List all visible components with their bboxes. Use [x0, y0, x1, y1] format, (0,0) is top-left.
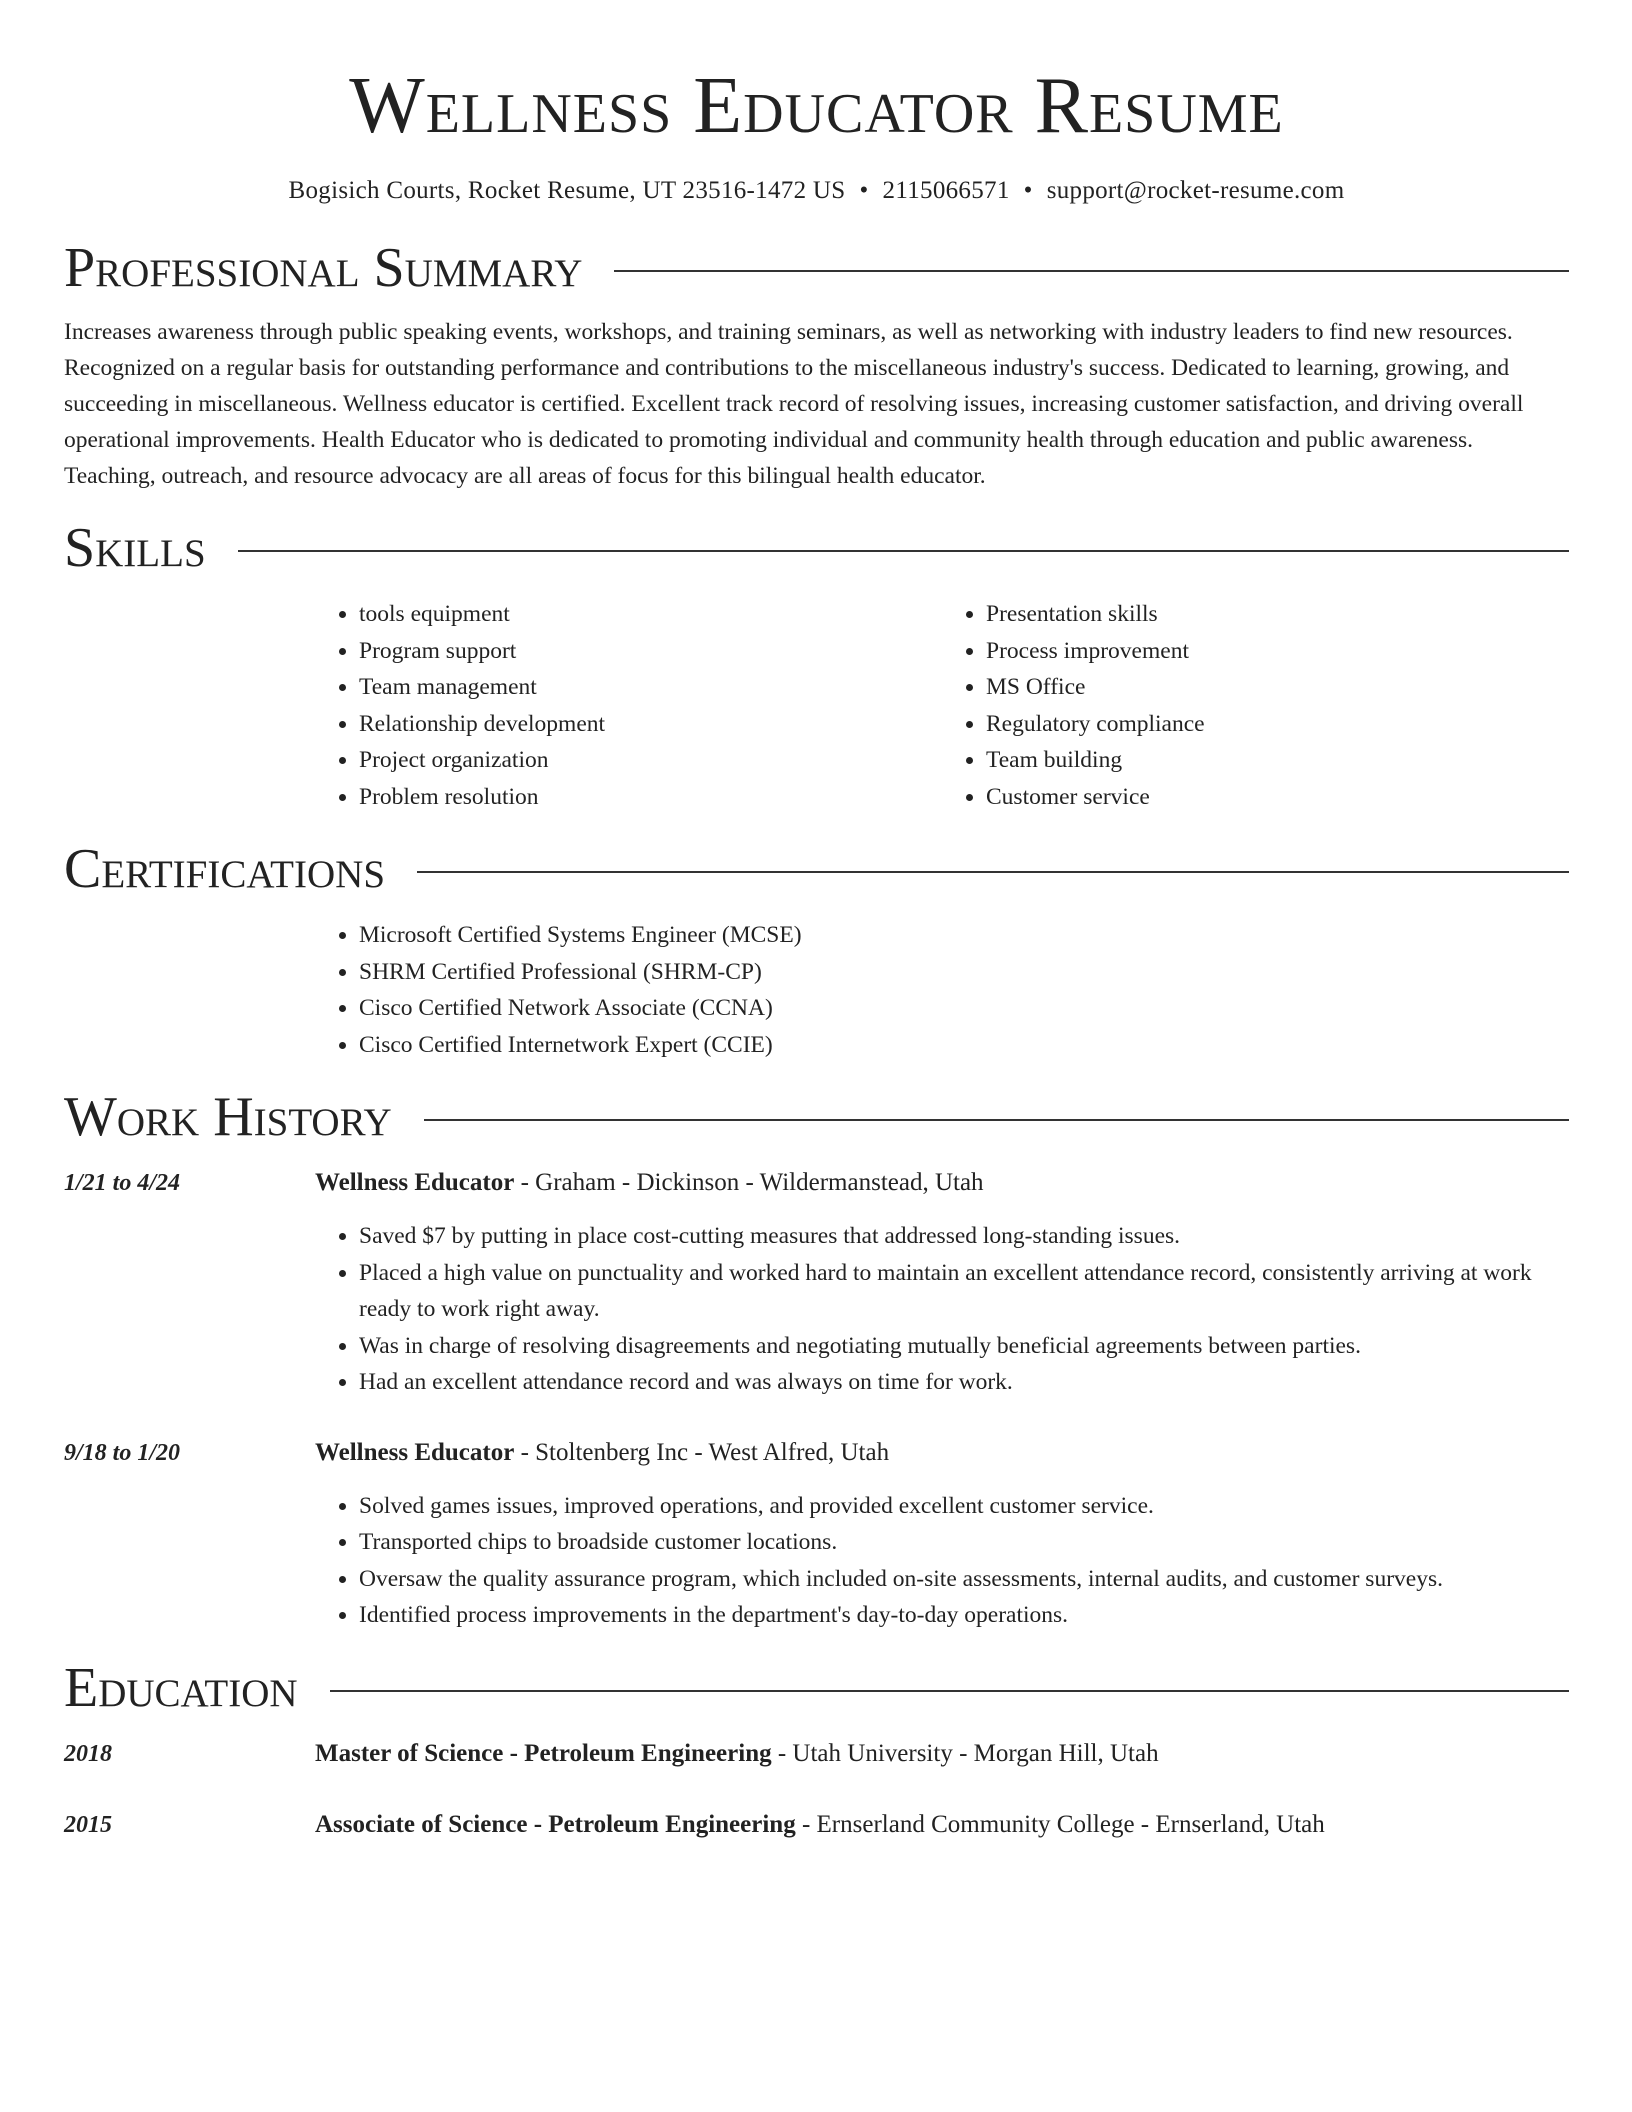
contact-line — [64, 174, 1569, 208]
contact-separator: • — [859, 177, 869, 204]
section-divider — [238, 550, 1569, 552]
section-divider — [417, 871, 1569, 873]
skill-item: • Process improvement — [986, 633, 1569, 670]
job-bullet: • Solved games issues, improved operations, and provided excellent customer service. — [359, 1488, 1569, 1525]
certification-item: • Cisco Certified Network Associate (CCNA) — [359, 990, 1569, 1027]
job-bullet: • Had an excellent attendance record and was always on time for work. — [359, 1364, 1569, 1401]
summary-text: Increases awareness through public speaking events, workshops, and training seminars, as well as networking with industry leaders to find new resources. Recognized on a regular basis for outstanding performance and contributions to the miscellaneous industry's success. Dedicated to learning, growing, and succeeding in miscellaneous. Wellness educator is certified. Excellent track record of resolving issues, increasing customer satisfaction, and driving overall operational improvements. Health Educator who is dedicated to promoting individual and community health through education and public awareness. Teaching, outreach, and resource advocacy are all areas of focus for this bilingual health educator. — [64, 319, 1524, 489]
skills-section-header — [64, 516, 1569, 580]
education-degree: Associate of Science - Petroleum Engineering — [315, 1810, 796, 1838]
work-section-header — [64, 1085, 1569, 1149]
job-title-line — [315, 1165, 984, 1201]
job-employer: - Graham - Dickinson - Wildermanstead, Utah — [514, 1169, 984, 1196]
summary-heading: Professional Summary — [64, 237, 583, 299]
job-title: Wellness Educator — [315, 1438, 515, 1466]
job-dates: 1/21 to 4/24 — [64, 1170, 181, 1196]
job-entry — [64, 1435, 1569, 1634]
skill-item: • Program support — [359, 633, 942, 670]
job-entry — [64, 1165, 1569, 1401]
skill-item: • Team management — [359, 669, 942, 706]
contact-address: Bogisich Courts, Rocket Resume, UT 23516-1472 US — [288, 177, 846, 204]
section-divider — [330, 1690, 1569, 1692]
skill-item: • Team building — [986, 742, 1569, 779]
job-header — [64, 1435, 1569, 1471]
job-title: Wellness Educator — [315, 1169, 515, 1196]
education-school: - Ernserland Community College - Ernserland, Utah — [795, 1810, 1325, 1838]
job-bullet: • Saved $7 by putting in place cost-cutting measures that addressed long-standing issues. — [359, 1218, 1569, 1255]
skills-list — [315, 596, 1569, 815]
skills-column-right — [942, 596, 1569, 815]
certifications-heading: Certifications — [64, 838, 386, 900]
education-school: - Utah University - Morgan Hill, Utah — [771, 1739, 1159, 1767]
skill-item: • Problem resolution — [359, 779, 942, 816]
contact-separator: • — [1023, 177, 1033, 204]
certification-item: • Cisco Certified Internetwork Expert (CCIE) — [359, 1027, 1569, 1064]
education-heading: Education — [64, 1656, 298, 1719]
certification-item: • Microsoft Certified Systems Engineer (MCSE) — [359, 917, 1569, 954]
section-divider — [424, 1119, 1569, 1121]
job-title-line — [315, 1435, 889, 1471]
skill-item: • MS Office — [986, 669, 1569, 706]
work-heading: Work History — [64, 1086, 392, 1148]
skill-item: • Customer service — [986, 779, 1569, 816]
job-employer: - Stoltenberg Inc - West Alfred, Utah — [514, 1438, 890, 1466]
job-bullet: • Transported chips to broadside customer locations. — [359, 1524, 1569, 1561]
job-bullet: • Oversaw the quality assurance program, which included on-site assessments, internal audits, and customer surveys. — [359, 1561, 1569, 1598]
certifications-section-header — [64, 837, 1569, 901]
job-bullets — [315, 1218, 1569, 1401]
job-header — [64, 1165, 1569, 1201]
education-entry — [64, 1807, 1569, 1843]
education-line — [315, 1807, 1325, 1843]
summary-section-header — [64, 236, 1569, 300]
skill-item: • Project organization — [359, 742, 942, 779]
contact-email: support@rocket-resume.com — [1046, 177, 1345, 204]
education-year: 2015 — [64, 1811, 112, 1838]
skills-heading: Skills — [64, 517, 206, 579]
education-year: 2018 — [64, 1740, 112, 1767]
certifications-list — [315, 917, 1569, 1063]
education-line — [315, 1736, 1159, 1772]
section-divider — [614, 270, 1569, 272]
skill-item: • tools equipment — [359, 596, 942, 633]
resume-title: Wellness Educator Resume — [349, 62, 1284, 150]
skill-item: • Relationship development — [359, 706, 942, 743]
skill-item: • Presentation skills — [986, 596, 1569, 633]
job-bullet: • Was in charge of resolving disagreements and negotiating mutually beneficial agreements between parties. — [359, 1328, 1569, 1365]
job-bullet: • Identified process improvements in the department's day-to-day operations. — [359, 1597, 1569, 1634]
job-bullets — [315, 1488, 1569, 1634]
contact-phone: 2115066571 — [882, 177, 1010, 204]
education-entry — [64, 1736, 1569, 1772]
job-bullet: • Placed a high value on punctuality and worked hard to maintain an excellent attendance record, consistently arriving at work ready to work right away. — [359, 1255, 1569, 1328]
certification-item: • SHRM Certified Professional (SHRM-CP) — [359, 954, 1569, 991]
skill-item: • Regulatory compliance — [986, 706, 1569, 743]
education-degree: Master of Science - Petroleum Engineering — [315, 1739, 772, 1767]
skills-column-left — [315, 596, 942, 815]
job-dates: 9/18 to 1/20 — [64, 1439, 181, 1466]
education-section-header — [64, 1656, 1569, 1720]
resume-page — [64, 0, 1569, 1843]
